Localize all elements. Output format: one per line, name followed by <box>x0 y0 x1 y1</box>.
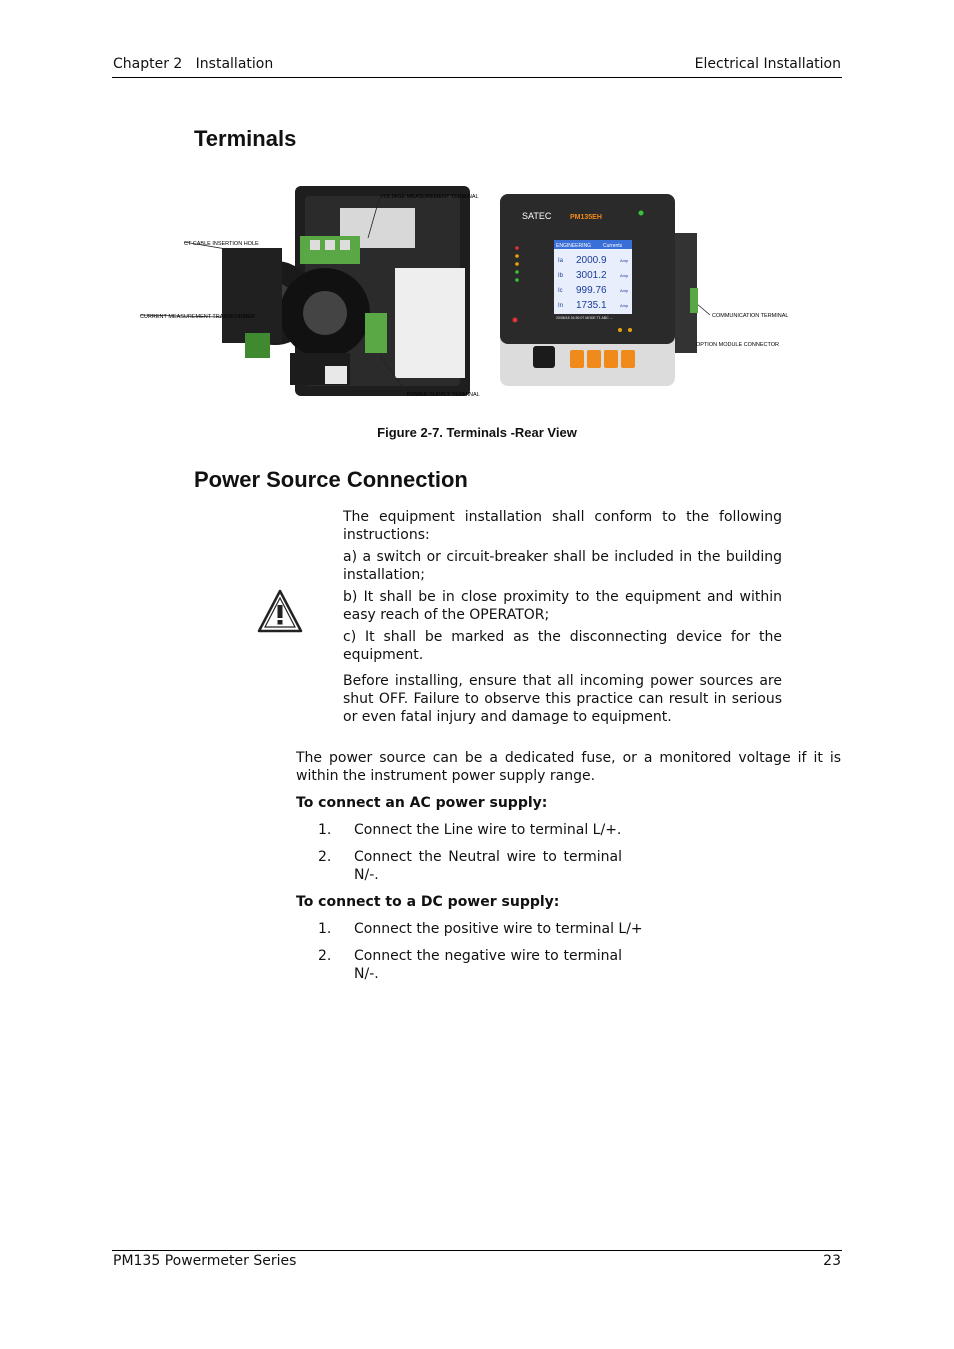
power-source-heading: Power Source Connection <box>194 467 468 492</box>
option-module-label: OPTION MODULE CONNECTOR <box>696 342 780 348</box>
reading-unit: Amp <box>620 303 629 308</box>
brand-label: SATEC <box>522 211 552 221</box>
terminals-figure <box>140 178 810 410</box>
voltage-terminal-label: VOLTAGE MEASUREMENT TERMINAL <box>380 194 479 200</box>
footer-title: PM135 Powermeter Series <box>113 1253 297 1269</box>
reading-name: Ia <box>558 258 564 264</box>
header-chapter: Chapter 2 Installation <box>113 56 274 72</box>
reading-name: Ic <box>558 288 563 294</box>
reading-value: 1735.1 <box>576 300 607 311</box>
step-number: 1. <box>318 921 332 937</box>
current-transformer-label: CURRENT MEASUREMENT TRANSFORMER <box>140 314 255 320</box>
warning-paragraph: a) a switch or circuit-breaker shall be included in the building installation; <box>343 549 782 583</box>
step-text: Connect the positive wire to terminal L/+ <box>354 921 643 937</box>
list-item <box>296 920 647 938</box>
page-number: 23 <box>823 1253 841 1269</box>
step-text: Connect the Line wire to terminal L/+. <box>354 822 622 838</box>
step-number: 2. <box>318 849 332 865</box>
reading-name: Ib <box>558 273 564 279</box>
reading-unit: Amp <box>620 258 629 263</box>
warning-icon <box>256 588 304 634</box>
dc-title: To connect to a DC power supply: <box>296 894 560 910</box>
ac-title: To connect an AC power supply: <box>296 795 548 811</box>
step-number: 1. <box>318 822 332 838</box>
list-item <box>296 848 622 884</box>
warning-paragraph: Before installing, ensure that all incoming power sources are shut OFF. Failure to observe this practice can result in serious or even fatal injury and damage to equipment. <box>343 673 782 725</box>
screen-footer: 20/08/18 16:30:07 MODE T1 ABC → <box>556 316 614 320</box>
screen-tab: Currents <box>603 243 623 249</box>
reading-value: 2000.9 <box>576 255 607 266</box>
power-source-body <box>296 749 841 992</box>
terminals-illustration <box>140 178 810 410</box>
reading-value: 3001.2 <box>576 270 607 281</box>
warning-paragraph: The equipment installation shall conform to the following instructions: <box>343 509 782 543</box>
step-number: 2. <box>318 948 332 964</box>
model-label: PM135EH <box>570 214 602 221</box>
warning-paragraph: c) It shall be marked as the disconnecting device for the equipment. <box>343 629 782 663</box>
screen-title: ENGINEERING <box>556 243 592 249</box>
reading-unit: Amp <box>620 273 629 278</box>
intro-paragraph: The power source can be a dedicated fuse, or a monitored voltage if it is within the instrument power supply range. <box>296 750 841 784</box>
page-footer <box>112 1250 842 1269</box>
terminals-heading: Terminals <box>194 126 297 151</box>
rear-view-device <box>222 186 470 396</box>
list-item <box>296 821 622 839</box>
power-supply-terminal-label: POWER SUPPLY TERMINAL <box>407 392 480 398</box>
figure-caption: Figure 2-7. Terminals -Rear View <box>377 425 577 440</box>
header-section: Electrical Installation <box>694 56 841 72</box>
warning-paragraph: b) It shall be in close proximity to the equipment and within easy reach of the OPERATOR; <box>343 589 782 623</box>
step-text: Connect the Neutral wire to terminal N/-. <box>354 849 622 883</box>
page-header <box>112 55 842 78</box>
list-item <box>296 947 622 983</box>
warning-text <box>343 508 782 730</box>
reading-value: 999.76 <box>576 285 607 296</box>
ct-hole-label: CT CABLE INSERTION HOLE <box>184 241 259 247</box>
reading-unit: Amp <box>620 288 629 293</box>
step-text: Connect the negative wire to terminal N/-. <box>354 948 622 982</box>
reading-name: In <box>558 303 564 309</box>
communication-terminal-label: COMMUNICATION TERMINAL <box>712 313 789 319</box>
